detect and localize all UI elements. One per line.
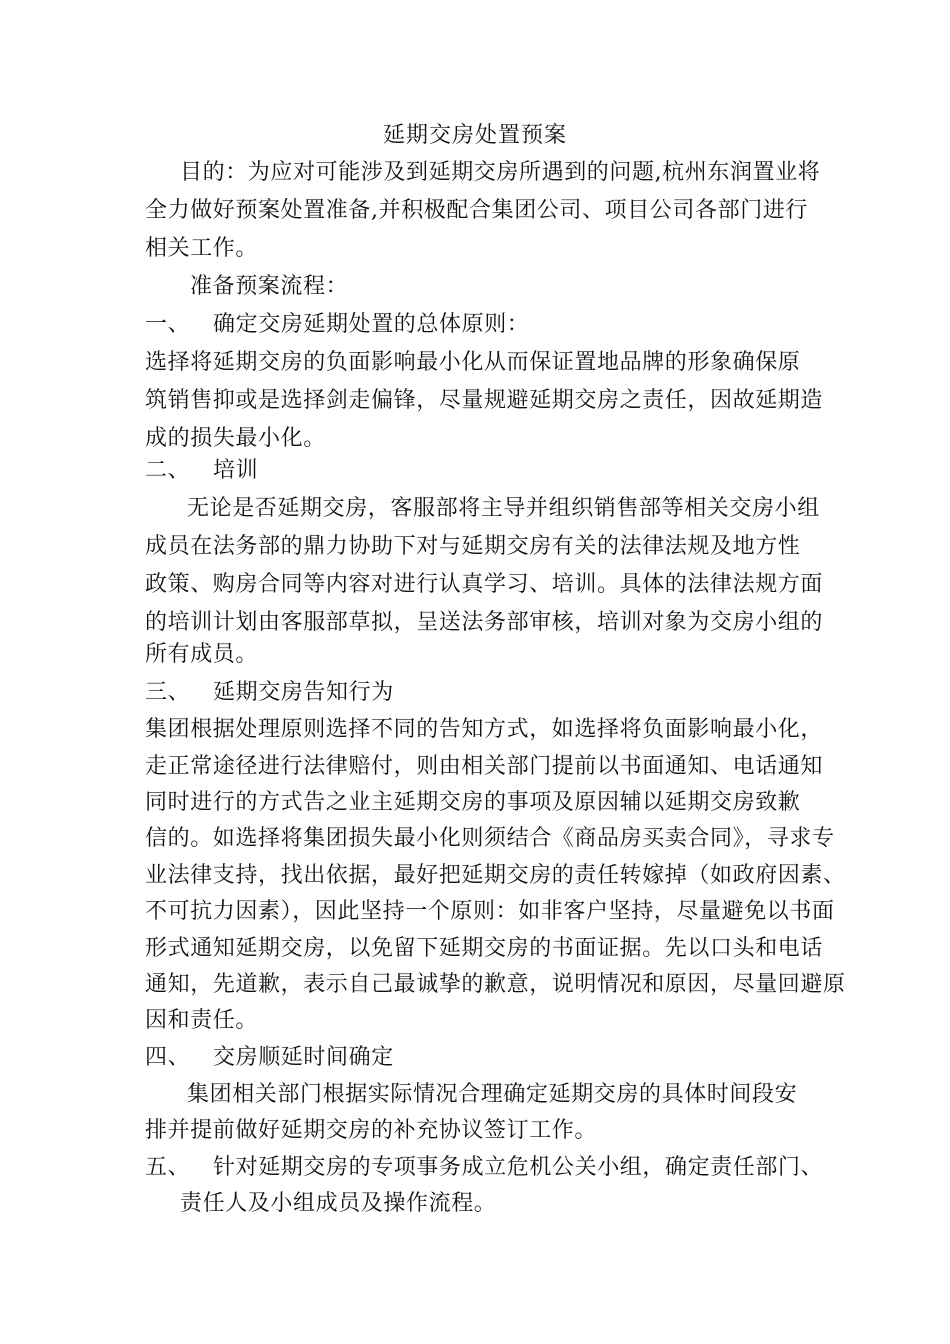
paragraph-line: 通知，先道歉，表示自己最诚挚的歉意，说明情况和原因，尽量回避原 xyxy=(145,972,846,997)
paragraph-line: 选择将延期交房的负面影响最小化从而保证置地品牌的形象确保原 xyxy=(145,350,801,375)
flow-heading: 准备预案流程： xyxy=(190,274,349,299)
paragraph-line: 集团相关部门根据实际情况合理确定延期交房的具体时间段安 xyxy=(187,1082,798,1107)
paragraph-line: 成员在法务部的鼎力协助下对与延期交房有关的法律法规及地方性 xyxy=(145,534,801,559)
section-heading-text: 延期交房告知行为 xyxy=(213,680,394,705)
section-number: 一、 xyxy=(145,312,191,337)
section-heading-text: 确定交房延期处置的总体原则： xyxy=(213,312,530,337)
paragraph-line: 成的损失最小化。 xyxy=(145,426,326,451)
paragraph-line: 政策、购房合同等内容对进行认真学习、培训。具体的法律法规方面 xyxy=(145,572,824,597)
purpose-line: 目的：为应对可能涉及到延期交房所遇到的问题,杭州东润置业将 xyxy=(180,160,821,185)
section-heading-2 xyxy=(145,452,258,490)
document-title: 延期交房处置预案 xyxy=(382,123,567,148)
section-heading-text: 针对延期交房的专项事务成立危机公关小组，确定责任部门、 xyxy=(213,1155,824,1180)
section-heading-text: 交房顺延时间确定 xyxy=(213,1045,394,1070)
paragraph-line: 集团根据处理原则选择不同的告知方式，如选择将负面影响最小化， xyxy=(145,717,824,742)
section-heading-3 xyxy=(145,674,394,712)
paragraph-line: 信的。如选择将集团损失最小化则须结合《商品房买卖合同》，寻求专 xyxy=(145,826,835,851)
section-number: 三、 xyxy=(145,680,191,705)
section-heading-4 xyxy=(145,1039,394,1077)
purpose-line: 全力做好预案处置准备,并积极配合集团公司、项目公司各部门进行 xyxy=(145,198,808,223)
section-number: 二、 xyxy=(145,458,191,483)
paragraph-line: 因和责任。 xyxy=(145,1008,259,1033)
section-heading-5 xyxy=(145,1149,823,1187)
paragraph-line: 排并提前做好延期交房的补充协议签订工作。 xyxy=(145,1118,598,1143)
paragraph-line: 责任人及小组成员及操作流程。 xyxy=(180,1191,497,1216)
section-number: 四、 xyxy=(145,1045,191,1070)
section-number: 五、 xyxy=(145,1155,191,1180)
paragraph-line: 走正常途径进行法律赔付，则由相关部门提前以书面通知、电话通知 xyxy=(145,754,824,779)
paragraph-line: 不可抗力因素），因此坚持一个原则：如非客户坚持，尽量避免以书面 xyxy=(145,899,835,924)
paragraph-line: 所有成员。 xyxy=(145,642,259,667)
purpose-line: 相关工作。 xyxy=(145,236,259,261)
paragraph-line: 业法律支持，找出依据，最好把延期交房的责任转嫁掉（如政府因素、 xyxy=(145,863,846,888)
paragraph-line: 同时进行的方式告之业主延期交房的事项及原因辅以延期交房致歉 xyxy=(145,790,801,815)
paragraph-line: 的培训计划由客服部草拟，呈送法务部审核，培训对象为交房小组的 xyxy=(145,610,824,635)
section-heading-text: 培训 xyxy=(213,458,259,483)
section-heading-1 xyxy=(145,306,529,344)
paragraph-line: 筑销售抑或是选择剑走偏锋，尽量规避延期交房之责任，因故延期造 xyxy=(145,388,824,413)
paragraph-line: 形式通知延期交房，以免留下延期交房的书面证据。先以口头和电话 xyxy=(145,936,824,961)
paragraph-line: 无论是否延期交房，客服部将主导并组织销售部等相关交房小组 xyxy=(187,496,820,521)
